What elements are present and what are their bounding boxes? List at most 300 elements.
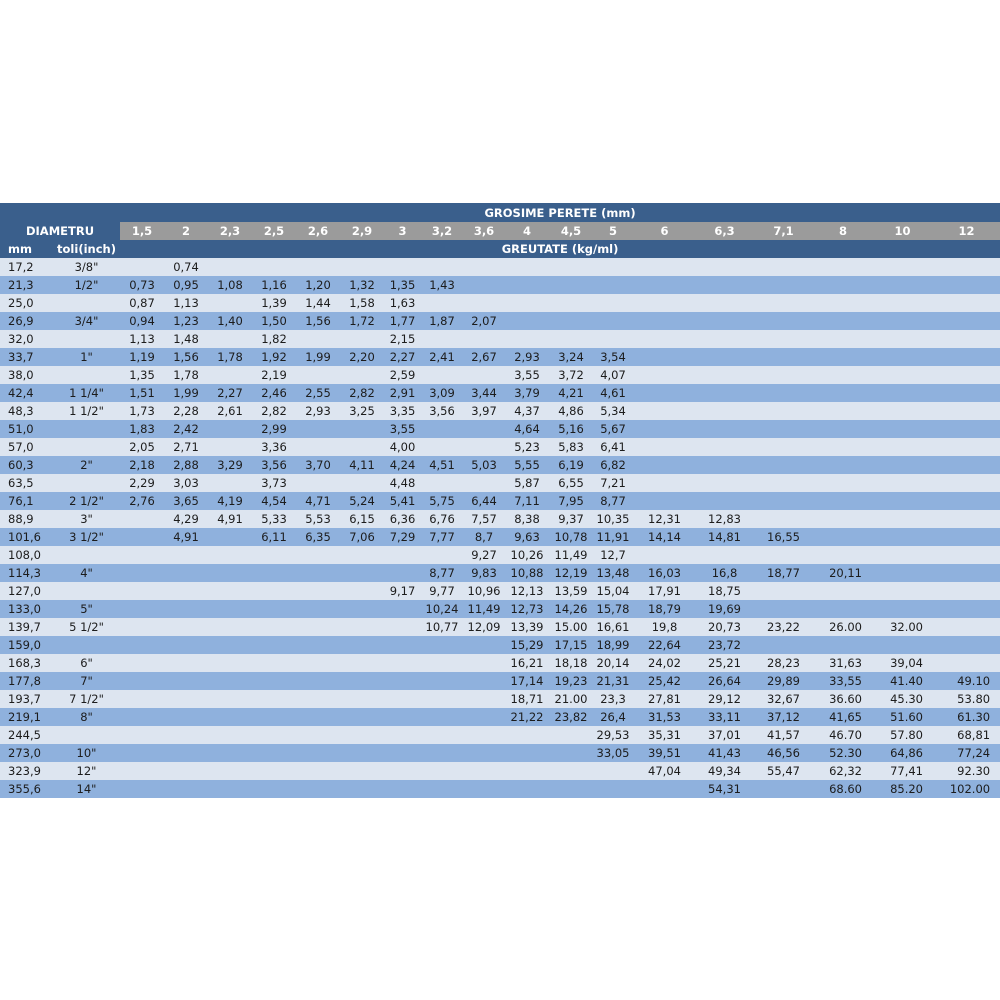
weight-cell: 2,05 xyxy=(120,438,164,456)
weight-cell xyxy=(252,618,296,636)
weight-cell: 1,82 xyxy=(252,330,296,348)
weight-cell: 4,61 xyxy=(593,384,633,402)
weight-cell xyxy=(814,276,872,294)
table-body xyxy=(0,258,1000,798)
weight-cell xyxy=(593,330,633,348)
weight-cell: 2,42 xyxy=(164,420,208,438)
table-row xyxy=(0,744,1000,762)
weight-cell: 15,04 xyxy=(593,582,633,600)
weight-cell xyxy=(753,636,814,654)
weight-cell xyxy=(208,294,252,312)
weight-cell xyxy=(463,636,505,654)
weight-cell: 2,19 xyxy=(252,366,296,384)
weight-cell: 3,72 xyxy=(549,366,593,384)
weight-cell: 6,36 xyxy=(384,510,421,528)
weight-cell xyxy=(633,492,696,510)
weight-cell: 19,8 xyxy=(633,618,696,636)
weight-cell: 31,53 xyxy=(633,708,696,726)
weight-cell xyxy=(814,312,872,330)
weight-cell: 46,56 xyxy=(753,744,814,762)
weight-cell: 4,86 xyxy=(549,402,593,420)
weight-cell: 8,77 xyxy=(593,492,633,510)
weight-cell: 7,21 xyxy=(593,474,633,492)
weight-cell xyxy=(208,726,252,744)
weight-cell xyxy=(296,438,340,456)
weight-cell: 36.60 xyxy=(814,690,872,708)
diameter-mm-cell: 32,0 xyxy=(0,330,53,348)
weight-cell: 1,78 xyxy=(164,366,208,384)
weight-cell xyxy=(814,294,872,312)
diameter-inch-cell xyxy=(53,636,120,654)
weight-cell xyxy=(296,780,340,798)
weight-cell xyxy=(814,492,872,510)
weight-cell: 4,91 xyxy=(208,510,252,528)
weight-cell: 9,83 xyxy=(463,564,505,582)
weight-cell: 1,35 xyxy=(384,276,421,294)
diameter-mm-cell: 26,9 xyxy=(0,312,53,330)
weight-cell xyxy=(384,726,421,744)
weight-cell xyxy=(753,276,814,294)
weight-cell xyxy=(120,528,164,546)
weight-cell xyxy=(933,546,1000,564)
weight-cell: 5,41 xyxy=(384,492,421,510)
weight-cell: 3,55 xyxy=(505,366,549,384)
header-row-thickness xyxy=(0,222,1000,240)
weight-cell xyxy=(252,708,296,726)
weight-cell xyxy=(696,402,753,420)
weight-cell: 2,27 xyxy=(384,348,421,366)
weight-cell: 8,38 xyxy=(505,510,549,528)
weight-cell: 6,11 xyxy=(252,528,296,546)
weight-cell xyxy=(340,636,384,654)
thickness-header-cell: 2,5 xyxy=(252,222,296,240)
weight-cell xyxy=(340,546,384,564)
weight-cell xyxy=(164,762,208,780)
weight-cell xyxy=(120,744,164,762)
weight-cell xyxy=(814,366,872,384)
weight-cell: 6,41 xyxy=(593,438,633,456)
weight-cell: 68.60 xyxy=(814,780,872,798)
weight-cell: 2,55 xyxy=(296,384,340,402)
weight-cell xyxy=(696,492,753,510)
weight-cell: 33,05 xyxy=(593,744,633,762)
thickness-header-cell: 4 xyxy=(505,222,549,240)
weight-cell xyxy=(296,726,340,744)
diameter-inch-cell: 7 1/2" xyxy=(53,690,120,708)
table-row xyxy=(0,780,1000,798)
weight-cell xyxy=(340,564,384,582)
weight-cell: 21,31 xyxy=(593,672,633,690)
weight-cell: 1,13 xyxy=(164,294,208,312)
weight-cell xyxy=(252,654,296,672)
weight-cell xyxy=(340,726,384,744)
weight-cell: 20,14 xyxy=(593,654,633,672)
weight-cell xyxy=(340,420,384,438)
diameter-inch-cell: 8" xyxy=(53,708,120,726)
weight-cell xyxy=(872,456,933,474)
weight-cell xyxy=(384,258,421,276)
diameter-inch-cell: 14" xyxy=(53,780,120,798)
thickness-header-cell: 6,3 xyxy=(696,222,753,240)
weight-cell xyxy=(872,582,933,600)
weight-cell xyxy=(753,456,814,474)
diameter-mm-cell: 355,6 xyxy=(0,780,53,798)
thickness-title: GROSIME PERETE (mm) xyxy=(120,203,1000,222)
weight-cell: 64,86 xyxy=(872,744,933,762)
weight-cell: 16,8 xyxy=(696,564,753,582)
weight-cell xyxy=(120,690,164,708)
weight-cell xyxy=(296,546,340,564)
weight-cell xyxy=(252,690,296,708)
weight-cell: 33,11 xyxy=(696,708,753,726)
table-row xyxy=(0,438,1000,456)
weight-cell xyxy=(384,672,421,690)
diameter-mm-cell: 17,2 xyxy=(0,258,53,276)
table-row xyxy=(0,456,1000,474)
weight-cell xyxy=(633,330,696,348)
weight-cell xyxy=(593,312,633,330)
weight-cell: 3,25 xyxy=(340,402,384,420)
weight-cell: 28,23 xyxy=(753,654,814,672)
table-row xyxy=(0,654,1000,672)
weight-cell: 1,20 xyxy=(296,276,340,294)
diameter-inch-cell: 12" xyxy=(53,762,120,780)
weight-cell: 7,57 xyxy=(463,510,505,528)
weight-cell: 85.20 xyxy=(872,780,933,798)
weight-cell: 11,49 xyxy=(463,600,505,618)
weight-cell: 3,35 xyxy=(384,402,421,420)
weight-cell xyxy=(814,528,872,546)
diameter-inch-cell: 3/8" xyxy=(53,258,120,276)
weight-cell xyxy=(753,348,814,366)
weight-cell xyxy=(593,294,633,312)
diameter-inch-cell: 2 1/2" xyxy=(53,492,120,510)
weight-cell xyxy=(933,294,1000,312)
weight-cell: 3,65 xyxy=(164,492,208,510)
weight-cell xyxy=(696,330,753,348)
weight-cell xyxy=(421,294,463,312)
diameter-mm-cell: 139,7 xyxy=(0,618,53,636)
weight-cell xyxy=(340,330,384,348)
table-row xyxy=(0,474,1000,492)
weight-cell: 26.00 xyxy=(814,618,872,636)
weight-cell: 41,43 xyxy=(696,744,753,762)
weight-cell: 2,20 xyxy=(340,348,384,366)
weight-cell xyxy=(872,528,933,546)
weight-cell xyxy=(593,258,633,276)
weight-cell xyxy=(463,420,505,438)
weight-cell: 1,78 xyxy=(208,348,252,366)
weight-cell xyxy=(208,582,252,600)
diameter-mm-cell: 219,1 xyxy=(0,708,53,726)
weight-cell: 12,73 xyxy=(505,600,549,618)
weight-cell xyxy=(633,546,696,564)
weight-cell: 13,48 xyxy=(593,564,633,582)
weight-cell: 2,18 xyxy=(120,456,164,474)
weight-cell xyxy=(421,744,463,762)
thickness-header-cell: 1,5 xyxy=(120,222,164,240)
weight-cell xyxy=(164,726,208,744)
diameter-inch-cell: 1 1/4" xyxy=(53,384,120,402)
weight-cell: 41.40 xyxy=(872,672,933,690)
weight-cell: 1,16 xyxy=(252,276,296,294)
weight-cell xyxy=(384,708,421,726)
thickness-header-cell: 8 xyxy=(814,222,872,240)
weight-cell: 18,99 xyxy=(593,636,633,654)
weight-cell xyxy=(463,726,505,744)
thickness-header-cell: 7,1 xyxy=(753,222,814,240)
weight-cell: 18,77 xyxy=(753,564,814,582)
weight-cell xyxy=(872,546,933,564)
weight-cell: 3,55 xyxy=(384,420,421,438)
diameter-inch-cell: 7" xyxy=(53,672,120,690)
weight-cell xyxy=(872,258,933,276)
table-row xyxy=(0,726,1000,744)
weight-cell xyxy=(252,672,296,690)
weight-cell: 1,08 xyxy=(208,276,252,294)
weight-cell xyxy=(208,690,252,708)
diameter-inch-cell: 6" xyxy=(53,654,120,672)
weight-cell xyxy=(505,762,549,780)
weight-cell: 3,44 xyxy=(463,384,505,402)
weight-cell xyxy=(384,762,421,780)
diameter-mm-cell: 101,6 xyxy=(0,528,53,546)
weight-cell: 5,75 xyxy=(421,492,463,510)
diameter-mm-cell: 25,0 xyxy=(0,294,53,312)
weight-cell xyxy=(384,744,421,762)
weight-cell xyxy=(252,744,296,762)
weight-cell: 7,29 xyxy=(384,528,421,546)
weight-cell xyxy=(164,636,208,654)
weight-cell xyxy=(164,672,208,690)
weight-cell: 4,07 xyxy=(593,366,633,384)
weight-cell: 4,00 xyxy=(384,438,421,456)
weight-cell xyxy=(340,600,384,618)
weight-cell xyxy=(753,330,814,348)
weight-cell: 53.80 xyxy=(933,690,1000,708)
diameter-inch-cell: 2" xyxy=(53,456,120,474)
table-row xyxy=(0,546,1000,564)
weight-cell xyxy=(463,330,505,348)
weight-cell: 51.60 xyxy=(872,708,933,726)
table-row xyxy=(0,672,1000,690)
weight-cell: 3,24 xyxy=(549,348,593,366)
weight-cell: 10,96 xyxy=(463,582,505,600)
weight-cell xyxy=(296,762,340,780)
weight-cell xyxy=(120,600,164,618)
weight-cell xyxy=(696,456,753,474)
weight-cell xyxy=(505,744,549,762)
weight-cell: 12,09 xyxy=(463,618,505,636)
weight-cell: 5,23 xyxy=(505,438,549,456)
weight-cell xyxy=(933,276,1000,294)
weight-cell xyxy=(814,258,872,276)
weight-cell: 37,12 xyxy=(753,708,814,726)
weight-cell xyxy=(340,582,384,600)
weight-cell: 0,73 xyxy=(120,276,164,294)
weight-cell xyxy=(633,276,696,294)
header-row-units xyxy=(0,240,1000,258)
weight-cell: 14,26 xyxy=(549,600,593,618)
table-row xyxy=(0,708,1000,726)
weight-cell xyxy=(340,474,384,492)
diameter-mm-cell: 76,1 xyxy=(0,492,53,510)
weight-cell xyxy=(463,276,505,294)
weight-cell: 6,15 xyxy=(340,510,384,528)
weight-cell: 2,61 xyxy=(208,402,252,420)
weight-cell xyxy=(696,276,753,294)
weight-cell: 18,79 xyxy=(633,600,696,618)
weight-cell xyxy=(753,402,814,420)
weight-cell: 3,29 xyxy=(208,456,252,474)
weight-cell: 4,51 xyxy=(421,456,463,474)
weight-cell: 5,16 xyxy=(549,420,593,438)
weight-cell xyxy=(872,492,933,510)
weight-cell: 10,35 xyxy=(593,510,633,528)
weight-cell xyxy=(208,744,252,762)
weight-cell xyxy=(252,582,296,600)
table-row xyxy=(0,294,1000,312)
weight-cell: 68,81 xyxy=(933,726,1000,744)
pipe-weight-table xyxy=(0,203,1000,798)
thickness-header-cell: 2,9 xyxy=(340,222,384,240)
diameter-mm-cell: 323,9 xyxy=(0,762,53,780)
weight-cell xyxy=(814,600,872,618)
weight-cell: 4,19 xyxy=(208,492,252,510)
table-row xyxy=(0,690,1000,708)
weight-title: GREUTATE (kg/ml) xyxy=(120,240,1000,258)
weight-cell xyxy=(208,708,252,726)
weight-cell: 1,83 xyxy=(120,420,164,438)
table-row xyxy=(0,348,1000,366)
weight-cell: 3,97 xyxy=(463,402,505,420)
table-row xyxy=(0,618,1000,636)
weight-cell: 6,35 xyxy=(296,528,340,546)
weight-cell xyxy=(208,528,252,546)
diameter-mm-cell: 108,0 xyxy=(0,546,53,564)
weight-cell xyxy=(421,438,463,456)
weight-cell xyxy=(120,636,164,654)
table-row xyxy=(0,582,1000,600)
weight-cell xyxy=(296,600,340,618)
weight-cell: 23,3 xyxy=(593,690,633,708)
weight-cell: 5,55 xyxy=(505,456,549,474)
weight-cell: 4,71 xyxy=(296,492,340,510)
weight-cell xyxy=(933,474,1000,492)
weight-cell xyxy=(384,618,421,636)
weight-cell: 55,47 xyxy=(753,762,814,780)
diameter-inch-cell xyxy=(53,582,120,600)
weight-cell xyxy=(208,672,252,690)
weight-cell xyxy=(593,780,633,798)
weight-cell xyxy=(696,312,753,330)
weight-cell xyxy=(208,762,252,780)
diameter-mm-cell: 159,0 xyxy=(0,636,53,654)
weight-cell xyxy=(753,366,814,384)
weight-cell: 23,82 xyxy=(549,708,593,726)
diameter-inch-cell xyxy=(53,726,120,744)
weight-cell xyxy=(549,276,593,294)
weight-cell xyxy=(384,780,421,798)
mm-label: mm xyxy=(0,240,53,258)
weight-cell: 18,75 xyxy=(696,582,753,600)
weight-cell xyxy=(164,600,208,618)
weight-cell xyxy=(505,276,549,294)
weight-cell xyxy=(164,780,208,798)
weight-cell xyxy=(872,564,933,582)
weight-cell: 11,49 xyxy=(549,546,593,564)
weight-cell xyxy=(753,582,814,600)
weight-cell xyxy=(296,672,340,690)
weight-cell xyxy=(696,258,753,276)
weight-cell xyxy=(933,600,1000,618)
weight-cell: 45.30 xyxy=(872,690,933,708)
weight-cell: 12,13 xyxy=(505,582,549,600)
weight-cell xyxy=(505,330,549,348)
weight-cell: 2,82 xyxy=(340,384,384,402)
weight-cell xyxy=(463,294,505,312)
weight-cell: 7,95 xyxy=(549,492,593,510)
weight-cell xyxy=(296,420,340,438)
weight-cell: 13,59 xyxy=(549,582,593,600)
weight-cell xyxy=(753,780,814,798)
weight-cell xyxy=(933,348,1000,366)
weight-cell: 4,21 xyxy=(549,384,593,402)
weight-cell: 5,03 xyxy=(463,456,505,474)
weight-cell: 23,22 xyxy=(753,618,814,636)
weight-cell xyxy=(421,258,463,276)
weight-cell: 12,83 xyxy=(696,510,753,528)
table-row xyxy=(0,762,1000,780)
weight-cell: 2,27 xyxy=(208,384,252,402)
diameter-inch-cell: 3" xyxy=(53,510,120,528)
table-row xyxy=(0,510,1000,528)
weight-cell: 5,24 xyxy=(340,492,384,510)
weight-cell xyxy=(933,510,1000,528)
weight-cell xyxy=(252,780,296,798)
weight-cell xyxy=(252,636,296,654)
thickness-header-cell: 10 xyxy=(872,222,933,240)
weight-cell: 26,64 xyxy=(696,672,753,690)
weight-cell: 2,46 xyxy=(252,384,296,402)
weight-cell xyxy=(164,654,208,672)
weight-cell: 4,11 xyxy=(340,456,384,474)
weight-cell xyxy=(872,402,933,420)
weight-cell: 1,44 xyxy=(296,294,340,312)
weight-cell xyxy=(421,330,463,348)
weight-cell xyxy=(463,672,505,690)
diameter-inch-cell: 5 1/2" xyxy=(53,618,120,636)
thickness-header-cell: 6 xyxy=(633,222,696,240)
weight-cell xyxy=(252,546,296,564)
weight-cell: 23,72 xyxy=(696,636,753,654)
weight-cell: 3,56 xyxy=(421,402,463,420)
weight-cell xyxy=(421,420,463,438)
weight-cell: 3,56 xyxy=(252,456,296,474)
weight-cell xyxy=(633,456,696,474)
weight-cell xyxy=(814,402,872,420)
weight-cell xyxy=(933,366,1000,384)
weight-cell xyxy=(384,600,421,618)
weight-cell: 2,88 xyxy=(164,456,208,474)
weight-cell: 2,07 xyxy=(463,312,505,330)
weight-cell: 5,87 xyxy=(505,474,549,492)
weight-cell xyxy=(753,312,814,330)
weight-cell xyxy=(633,294,696,312)
weight-cell xyxy=(633,366,696,384)
weight-cell xyxy=(208,474,252,492)
weight-cell: 6,44 xyxy=(463,492,505,510)
